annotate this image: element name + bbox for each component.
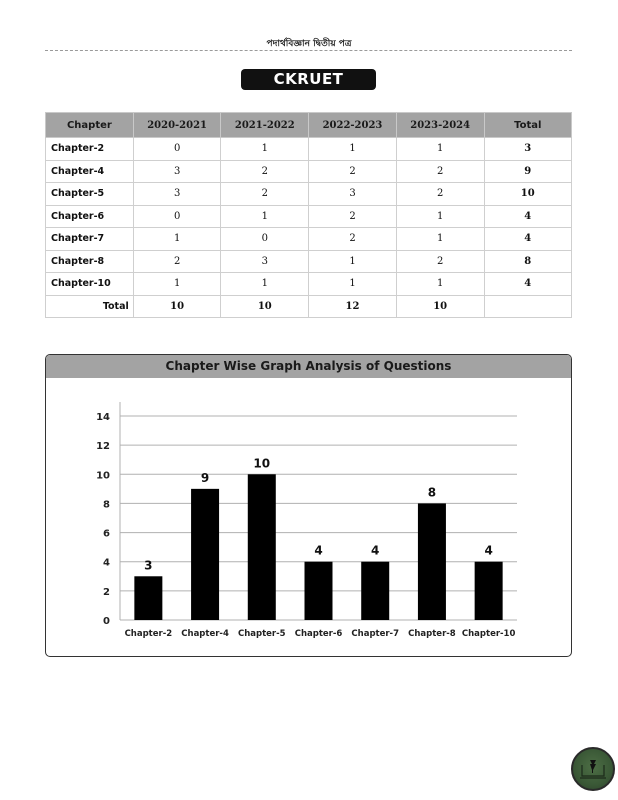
year-count: 2 bbox=[309, 228, 397, 251]
bar bbox=[475, 562, 503, 620]
total-row bbox=[46, 295, 572, 318]
bar bbox=[305, 562, 333, 620]
year-count: 1 bbox=[396, 205, 484, 228]
table-row bbox=[46, 228, 572, 251]
y-tick-label: 2 bbox=[103, 586, 110, 598]
y-tick-label: 8 bbox=[103, 499, 110, 511]
year-count: 1 bbox=[221, 273, 309, 296]
bar-chart bbox=[46, 355, 571, 656]
data-label: 10 bbox=[253, 456, 271, 471]
header-year: 2022-2023 bbox=[309, 113, 397, 138]
header-total: Total bbox=[484, 113, 571, 138]
chapter-name: Chapter-6 bbox=[46, 205, 134, 228]
row-total: 4 bbox=[484, 273, 571, 296]
year-total: 12 bbox=[309, 295, 397, 318]
row-total: 10 bbox=[484, 183, 571, 206]
year-count: 3 bbox=[309, 183, 397, 206]
table-row bbox=[46, 160, 572, 183]
chapter-question-table bbox=[45, 112, 572, 318]
year-total: 10 bbox=[396, 295, 484, 318]
data-label: 4 bbox=[484, 543, 493, 558]
header-divider bbox=[45, 50, 572, 51]
year-total: 10 bbox=[133, 295, 221, 318]
year-count: 2 bbox=[396, 160, 484, 183]
chapter-name: Chapter-2 bbox=[46, 138, 134, 161]
header-chapter: Chapter bbox=[46, 113, 134, 138]
exam-badge: CKRUET bbox=[241, 69, 376, 90]
header-year: 2021-2022 bbox=[221, 113, 309, 138]
data-label: 4 bbox=[371, 543, 380, 558]
total-label: Total bbox=[46, 295, 134, 318]
year-count: 2 bbox=[396, 183, 484, 206]
year-count: 1 bbox=[309, 250, 397, 273]
year-count: 3 bbox=[133, 160, 221, 183]
x-tick-label: Chapter-2 bbox=[124, 629, 173, 639]
header-year: 2023-2024 bbox=[396, 113, 484, 138]
row-total: 3 bbox=[484, 138, 571, 161]
chapter-name: Chapter-4 bbox=[46, 160, 134, 183]
header-year: 2020-2021 bbox=[133, 113, 221, 138]
table-row bbox=[46, 205, 572, 228]
x-tick-label: Chapter-4 bbox=[181, 629, 229, 639]
year-count: 2 bbox=[133, 250, 221, 273]
data-label: 3 bbox=[144, 558, 153, 573]
grand-total bbox=[484, 295, 571, 318]
year-count: 1 bbox=[221, 205, 309, 228]
row-total: 9 bbox=[484, 160, 571, 183]
page-header-title: পদার্থবিজ্ঞান দ্বিতীয় পত্র bbox=[266, 39, 352, 49]
year-count: 1 bbox=[133, 273, 221, 296]
row-total: 8 bbox=[484, 250, 571, 273]
y-tick-label: 14 bbox=[96, 412, 110, 423]
year-count: 2 bbox=[221, 183, 309, 206]
y-tick-label: 10 bbox=[96, 470, 110, 482]
x-tick-label: Chapter-5 bbox=[237, 629, 286, 639]
pen-nib-book-icon bbox=[573, 749, 613, 789]
year-count: 2 bbox=[309, 160, 397, 183]
year-count: 1 bbox=[133, 228, 221, 251]
year-count: 1 bbox=[309, 273, 397, 296]
table-row bbox=[46, 138, 572, 161]
y-tick-label: 4 bbox=[103, 557, 110, 569]
data-label: 4 bbox=[314, 543, 323, 558]
bar bbox=[361, 562, 389, 620]
year-count: 0 bbox=[133, 205, 221, 228]
brand-logo bbox=[571, 747, 615, 791]
year-count: 1 bbox=[396, 273, 484, 296]
x-tick-label: Chapter-6 bbox=[294, 629, 343, 639]
year-count: 1 bbox=[309, 138, 397, 161]
year-count: 1 bbox=[396, 228, 484, 251]
data-label: 9 bbox=[200, 470, 210, 485]
y-tick-label: 6 bbox=[103, 528, 110, 540]
year-count: 1 bbox=[221, 138, 309, 161]
y-tick-label: 12 bbox=[96, 441, 110, 453]
x-tick-label: Chapter-7 bbox=[351, 629, 400, 639]
bar bbox=[248, 474, 276, 620]
year-total: 10 bbox=[221, 295, 309, 318]
chapter-name: Chapter-7 bbox=[46, 228, 134, 251]
x-tick-label: Chapter-10 bbox=[461, 629, 516, 639]
row-total: 4 bbox=[484, 205, 571, 228]
chart-panel bbox=[45, 354, 572, 657]
year-count: 2 bbox=[309, 205, 397, 228]
year-count: 2 bbox=[221, 160, 309, 183]
chart-title: Chapter Wise Graph Analysis of Questions bbox=[46, 355, 571, 378]
year-count: 0 bbox=[221, 228, 309, 251]
row-total: 4 bbox=[484, 228, 571, 251]
x-tick-label: Chapter-8 bbox=[408, 629, 456, 639]
year-count: 0 bbox=[133, 138, 221, 161]
year-count: 3 bbox=[221, 250, 309, 273]
table-row bbox=[46, 273, 572, 296]
table-header-row bbox=[46, 113, 572, 138]
data-label: 8 bbox=[427, 485, 437, 500]
bar bbox=[418, 503, 446, 620]
year-count: 1 bbox=[396, 138, 484, 161]
chapter-name: Chapter-10 bbox=[46, 273, 134, 296]
y-tick-label: 0 bbox=[103, 616, 110, 627]
table-row bbox=[46, 183, 572, 206]
chapter-name: Chapter-8 bbox=[46, 250, 134, 273]
bar bbox=[134, 576, 162, 620]
table-row bbox=[46, 250, 572, 273]
chapter-name: Chapter-5 bbox=[46, 183, 134, 206]
year-count: 3 bbox=[133, 183, 221, 206]
bar bbox=[191, 489, 219, 620]
year-count: 2 bbox=[396, 250, 484, 273]
